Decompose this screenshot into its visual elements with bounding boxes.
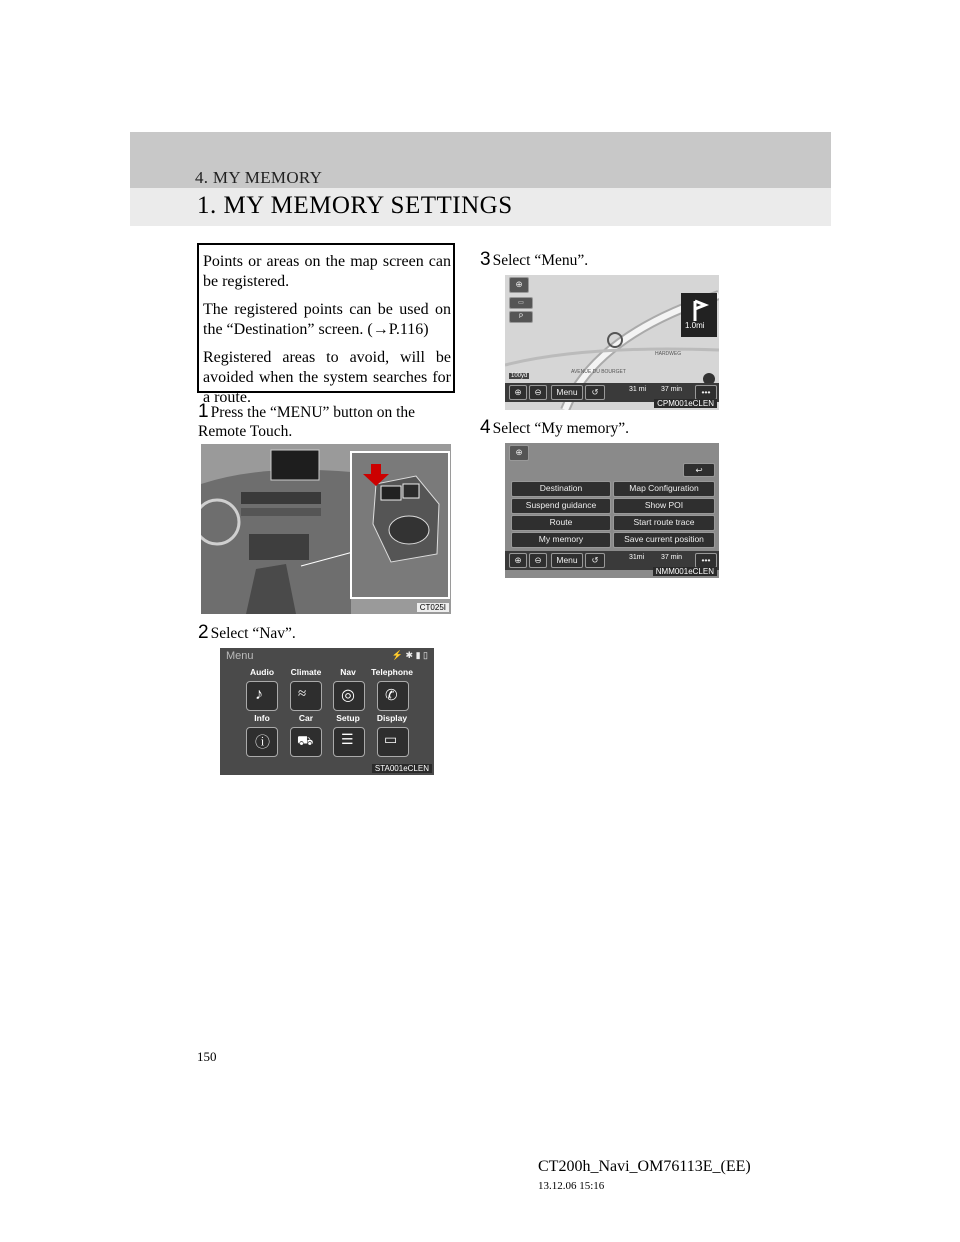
menu-label-nav: Nav (340, 667, 356, 677)
compass-button[interactable] (509, 277, 529, 293)
page-number: 150 (197, 1049, 217, 1064)
music-note-icon: ♪ (255, 686, 263, 703)
intro-text-1: Points or areas on the map screen can be registered. (203, 253, 451, 290)
menu-label-info: Info (254, 713, 270, 723)
menu-label-climate: Climate (290, 667, 322, 677)
telephone-tile[interactable] (377, 681, 409, 711)
menu-button[interactable]: Menu (551, 553, 583, 568)
step-1 (198, 402, 460, 441)
zoom-out-icon: ⊖ (534, 387, 542, 397)
figure-code: CT025I (417, 603, 449, 612)
poi-button[interactable] (509, 311, 533, 323)
menu-label-audio: Audio (249, 667, 275, 677)
more-button[interactable] (695, 385, 717, 400)
voice-icon: ↺ (591, 387, 599, 397)
remaining-distance: 31mi (629, 554, 645, 561)
suspend-guidance-button[interactable]: Suspend guidance (511, 498, 611, 514)
step-4 (480, 418, 750, 438)
compass-button[interactable] (509, 445, 529, 461)
map-mode-button[interactable] (509, 297, 533, 309)
car-icon: ⛟ (297, 733, 314, 748)
nav-menu-screen (505, 443, 719, 578)
zoom-in-icon: ⊕ (514, 387, 522, 397)
chapter-title: 1. MY MEMORY SETTINGS (197, 192, 513, 219)
menu-label-car: Car (298, 713, 314, 723)
menu-label-display: Display (376, 713, 408, 723)
climate-icon: ≈ (298, 686, 307, 702)
remaining-time: 37 min (661, 386, 683, 393)
setup-tile[interactable] (333, 727, 365, 757)
remote-touch-illustration (201, 444, 451, 614)
phone-icon: ✆ (385, 688, 398, 704)
step-number: 2 (198, 622, 209, 643)
zoom-out-button[interactable] (529, 385, 547, 400)
section-label: 4. MY MEMORY (195, 168, 323, 187)
intro-text-3: Registered areas to avoid, will be avoided when the system searches for a route. (203, 349, 451, 406)
print-date: 13.12.06 15:16 (538, 1180, 605, 1192)
setup-icon: ☰ (341, 733, 354, 748)
show-poi-button[interactable]: Show POI (613, 498, 715, 514)
figure-code: CPM001eCLEN (654, 399, 717, 408)
intro-box (197, 243, 455, 406)
back-button[interactable] (683, 463, 715, 477)
remaining-time: 37 min (661, 554, 683, 561)
map-screen (505, 275, 719, 410)
zoom-out-icon: ⊖ (534, 555, 542, 565)
info-tile[interactable] (246, 727, 278, 757)
figure-code: NMM001eCLEN (653, 567, 717, 576)
menu-label-telephone: Telephone (371, 667, 413, 677)
voice-icon: ↺ (591, 555, 599, 565)
remaining-distance: 31 mi (629, 386, 647, 393)
zoom-in-button[interactable] (509, 553, 527, 568)
menu-label-setup: Setup (336, 713, 360, 723)
zoom-out-button[interactable] (529, 553, 547, 568)
more-icon: ••• (701, 387, 711, 397)
info-icon: ⓘ (255, 735, 271, 751)
display-icon: ▭ (384, 733, 398, 748)
start-route-trace-button[interactable]: Start route trace (613, 515, 715, 531)
compass-icon: ◎ (341, 687, 355, 704)
step-text: Press the “MENU” button on the Remote Touch. (198, 404, 416, 440)
step-text: Select “My memory”. (492, 420, 630, 437)
destination-button[interactable]: Destination (511, 481, 611, 497)
voice-button[interactable] (585, 385, 605, 400)
poi-icon: P (518, 314, 523, 320)
back-icon: ↩ (695, 465, 703, 475)
step-2 (198, 623, 460, 643)
route-button[interactable]: Route (511, 515, 611, 531)
figure-code: STA001eCLEN (372, 764, 432, 773)
menu-screen-title: Menu (226, 650, 254, 662)
map-configuration-button[interactable]: Map Configuration (613, 481, 715, 497)
dashboard-drawing (201, 444, 451, 614)
more-button[interactable] (695, 553, 717, 568)
street-label-2: HARDWEG (655, 351, 682, 357)
nav-tile[interactable] (333, 681, 365, 711)
step-number: 1 (198, 401, 209, 422)
document-id: CT200h_Navi_OM76113E_(EE) (538, 1158, 751, 1175)
more-icon: ••• (701, 555, 711, 565)
zoom-in-button[interactable] (509, 385, 527, 400)
step-text: Select “Nav”. (210, 625, 296, 642)
menu-screen (220, 648, 434, 775)
climate-tile[interactable] (290, 681, 322, 711)
step-3 (480, 250, 750, 270)
intro-text-2: The registered points can be used on the “Destination” screen. (→P.116) (203, 301, 451, 338)
display-tile[interactable] (377, 727, 409, 757)
audio-tile[interactable] (246, 681, 278, 711)
status-icons: ⚡ ✱ ▮ ▯ (391, 650, 428, 660)
save-current-position-button[interactable]: Save current position (613, 532, 715, 548)
street-label-1: AVENUE DU BOURGET (571, 369, 626, 375)
map-scale: 100yd (511, 373, 528, 379)
car-tile[interactable] (290, 727, 322, 757)
turn-distance: 1.0mi (685, 321, 705, 330)
step-number: 4 (480, 417, 491, 438)
zoom-in-icon: ⊕ (514, 555, 522, 565)
step-text: Select “Menu”. (492, 252, 589, 269)
map-mode-icon: ▭ (518, 300, 524, 306)
step-number: 3 (480, 249, 491, 270)
menu-button[interactable]: Menu (551, 385, 583, 400)
compass-icon: ⊕ (515, 447, 523, 457)
voice-button[interactable] (585, 553, 605, 568)
my-memory-button[interactable]: My memory (511, 532, 611, 548)
compass-icon: ⊕ (515, 279, 523, 289)
